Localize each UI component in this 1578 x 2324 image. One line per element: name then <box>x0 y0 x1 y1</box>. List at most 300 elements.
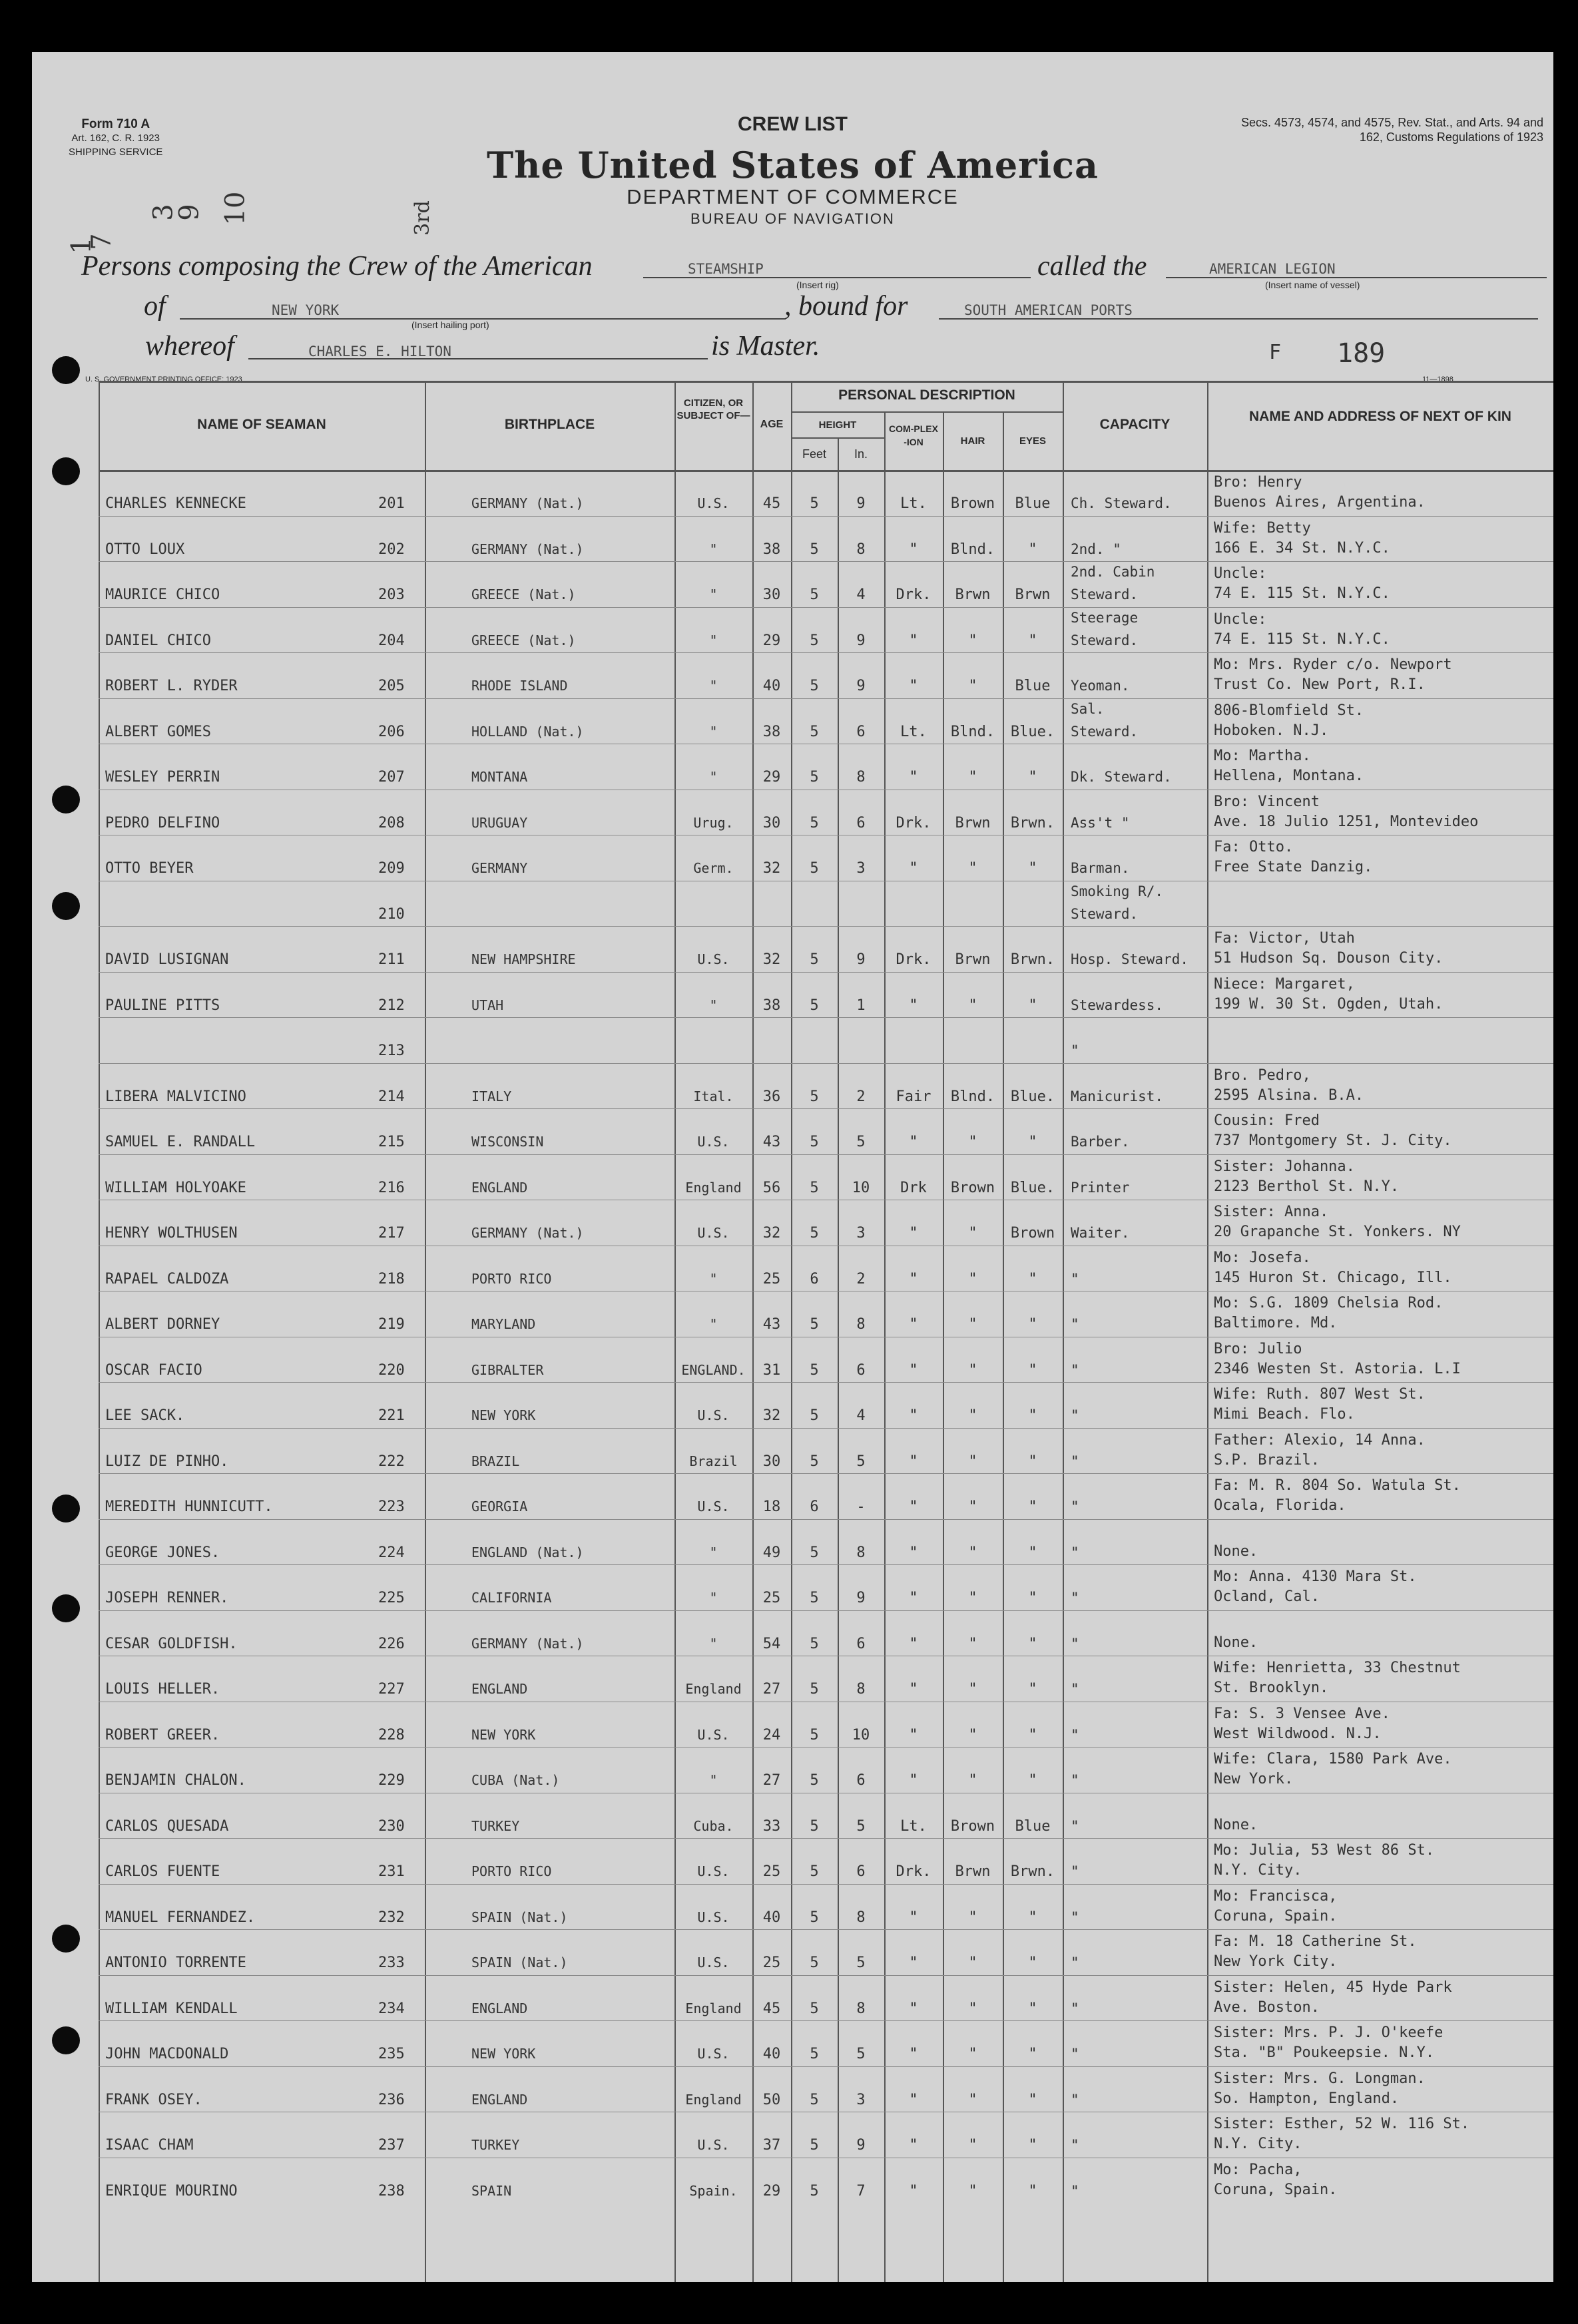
hair: " <box>968 1407 977 1424</box>
statute-reference: Secs. 4573, 4574, and 4575, Rev. Stat., and Arts. 94 and 162, Customs Regulations of 1923 <box>1241 116 1543 144</box>
eyes: " <box>1028 1270 1037 1287</box>
header-inches: In. <box>854 447 868 461</box>
citizenship: ENGLAND. <box>681 1361 746 1378</box>
complexion: " <box>909 2000 918 2017</box>
citizenship: " <box>709 1544 718 1560</box>
next-of-kin-address: 199 W. 30 St. Ogden, Utah. <box>1214 995 1444 1013</box>
crew-number: 233 <box>378 1955 405 1971</box>
capacity: " <box>1071 1590 1079 1606</box>
hair: " <box>968 1270 977 1287</box>
vessel-name: AMERICAN LEGION <box>1209 261 1336 277</box>
header-capacity: CAPACITY <box>1099 417 1171 432</box>
hair: " <box>968 2000 977 2017</box>
capacity: " <box>1071 1772 1079 1788</box>
seaman-name: CARLOS QUESADA <box>105 1817 229 1835</box>
crew-list-sheet <box>32 52 1553 2282</box>
height-inches: 5 <box>856 1955 866 1971</box>
age: 29 <box>762 2182 781 2200</box>
citizenship: Ital. <box>693 1088 734 1104</box>
next-of-kin-address: N.Y. City. <box>1214 1862 1302 1879</box>
birthplace: GERMANY (Nat.) <box>471 541 584 557</box>
birthplace: ENGLAND (Nat.) <box>471 1544 584 1560</box>
birthplace: SPAIN <box>471 2182 512 2199</box>
hair: " <box>968 1590 977 1606</box>
height-feet: 5 <box>810 1863 819 1880</box>
next-of-kin-name: Sister: Mrs. G. Longman. <box>1214 2070 1426 2087</box>
age: 32 <box>762 1407 781 1424</box>
next-of-kin-address: Ave. Boston. <box>1214 1998 1320 2016</box>
age: 32 <box>762 1225 781 1242</box>
citizenship: England <box>685 1179 742 1196</box>
hair: " <box>968 2182 977 2200</box>
header-birthplace: BIRTHPLACE <box>504 417 595 432</box>
birthplace: GERMANY (Nat.) <box>471 1225 584 1241</box>
eyes: " <box>1028 769 1037 786</box>
complexion: " <box>909 1270 918 1287</box>
citizenship: U.S. <box>697 1499 730 1514</box>
birthplace: NEW HAMPSHIRE <box>471 951 576 967</box>
birthplace: GREECE (Nat.) <box>471 586 576 602</box>
age: 37 <box>762 2137 781 2154</box>
seaman-name: LOUIS HELLER. <box>105 1681 220 1698</box>
birthplace: GERMANY (Nat.) <box>471 1635 584 1652</box>
height-feet: 5 <box>810 951 819 968</box>
seaman-name: BENJAMIN CHALON. <box>105 1772 246 1789</box>
citizenship: England <box>685 1681 742 1697</box>
next-of-kin-address: None. <box>1214 1816 1258 1833</box>
binder-hole <box>52 1495 80 1522</box>
birthplace: ENGLAND <box>471 1681 528 1697</box>
complexion: " <box>909 632 918 649</box>
complexion: Lt. <box>900 1817 927 1835</box>
citizenship: Brazil <box>689 1453 738 1469</box>
hair: " <box>968 2046 977 2062</box>
height-feet: 6 <box>810 1270 819 1287</box>
hailing-port: NEW YORK <box>272 302 340 318</box>
capacity-line-2: Steward. <box>1071 632 1139 648</box>
eyes: Brown <box>1010 1225 1055 1242</box>
complexion: " <box>909 2091 918 2108</box>
capacity: Smoking R/. <box>1071 883 1164 899</box>
rig-hint: (Insert rig) <box>796 280 839 290</box>
next-of-kin-name: Uncle: <box>1214 565 1267 582</box>
age: 43 <box>762 1316 781 1333</box>
crew-number: 216 <box>378 1179 405 1196</box>
next-of-kin-name: Fa: Otto. <box>1214 839 1294 855</box>
capacity: Steerage <box>1071 609 1139 626</box>
seaman-name: OTTO LOUX <box>105 541 185 558</box>
crew-number: 221 <box>378 1407 405 1424</box>
form-number: Form 710 A <box>81 117 150 131</box>
next-of-kin-name: Fa: S. 3 Vensee Ave. <box>1214 1705 1390 1722</box>
height-feet: 5 <box>810 723 819 740</box>
height-inches: 2 <box>856 1088 866 1105</box>
next-of-kin-name: 806-Blomfield St. <box>1214 702 1364 719</box>
height-feet: 5 <box>810 1453 819 1470</box>
eyes: " <box>1028 1544 1037 1561</box>
seaman-name: CESAR GOLDFISH. <box>105 1635 238 1652</box>
eyes: Blue. <box>1010 723 1055 740</box>
crew-number: 206 <box>378 723 405 740</box>
age: 24 <box>762 1726 781 1743</box>
master-label: is Master. <box>711 331 820 361</box>
crew-number: 220 <box>378 1361 405 1379</box>
next-of-kin-address: 2346 Westen St. Astoria. L.I <box>1214 1360 1461 1377</box>
height-feet: 5 <box>810 860 819 877</box>
next-of-kin-name: Mo: Pacha, <box>1214 2161 1302 2178</box>
next-of-kin-address: Ocland, Cal. <box>1214 1588 1320 1605</box>
eyes: " <box>1028 1681 1037 1698</box>
height-inches: 8 <box>856 1316 866 1333</box>
height-inches: 8 <box>856 2000 866 2017</box>
next-of-kin-name: Bro. Pedro, <box>1214 1066 1311 1084</box>
next-of-kin-name: Mo: Julia, 53 West 86 St. <box>1214 1842 1435 1859</box>
binder-hole <box>52 2026 80 2054</box>
birthplace: HOLLAND (Nat.) <box>471 723 584 740</box>
crew-number: 211 <box>378 951 405 968</box>
capacity: " <box>1071 1681 1079 1697</box>
seaman-name: CARLOS FUENTE <box>105 1863 220 1880</box>
next-of-kin-address: West Wildwood. N.J. <box>1214 1725 1382 1742</box>
complexion: " <box>909 1635 918 1652</box>
next-of-kin-name: Bro: Henry <box>1214 474 1302 491</box>
height-inches: 9 <box>856 951 866 968</box>
seaman-name: JOSEPH RENNER. <box>105 1590 229 1606</box>
port-hint: (Insert hailing port) <box>411 320 489 330</box>
hair: " <box>968 1726 977 1743</box>
seaman-name: OSCAR FACIO <box>105 1361 202 1379</box>
citizenship: U.S. <box>697 495 730 511</box>
eyes: " <box>1028 1726 1037 1743</box>
eyes: " <box>1028 1635 1037 1652</box>
hair: Brown <box>950 1817 995 1835</box>
citizenship: U.S. <box>697 1726 730 1743</box>
capacity: " <box>1071 1726 1079 1743</box>
printing-note: U. S. GOVERNMENT PRINTING OFFICE: 1923 <box>85 375 242 383</box>
hair: " <box>968 1499 977 1515</box>
hair: " <box>968 1544 977 1561</box>
form-service: SHIPPING SERVICE <box>69 146 163 158</box>
complexion: " <box>909 1544 918 1561</box>
height-inches: 10 <box>852 1726 870 1743</box>
birthplace: TURKEY <box>471 1817 520 1834</box>
height-feet: 5 <box>810 1909 819 1926</box>
binder-hole <box>52 356 80 384</box>
complexion: " <box>909 1955 918 1971</box>
citizenship: U.S. <box>697 1407 730 1423</box>
citizenship: U.S. <box>697 2137 730 2153</box>
next-of-kin-name: Wife: Betty <box>1214 519 1311 537</box>
birthplace: WISCONSIN <box>471 1134 544 1150</box>
next-of-kin-name: Sister: Johanna. <box>1214 1158 1355 1175</box>
next-of-kin-address: 2595 Alsina. B.A. <box>1214 1086 1364 1104</box>
crew-number: 208 <box>378 814 405 831</box>
eyes: " <box>1028 2182 1037 2200</box>
next-of-kin-address: Ave. 18 Julio 1251, Montevideo <box>1214 813 1479 830</box>
department-title: DEPARTMENT OF COMMERCE <box>627 185 959 208</box>
complexion: Drk <box>900 1179 927 1196</box>
capacity: " <box>1071 2046 1079 2062</box>
height-feet: 5 <box>810 1817 819 1835</box>
seaman-name: LIBERA MALVICINO <box>105 1088 246 1105</box>
age: 38 <box>762 541 781 558</box>
next-of-kin-address: Coruna, Spain. <box>1214 2181 1338 2198</box>
hair: " <box>968 860 977 877</box>
height-inches: 9 <box>856 1590 866 1606</box>
hair: " <box>968 2091 977 2108</box>
capacity-line-2: Steward. <box>1071 586 1139 602</box>
citizenship: " <box>709 541 718 557</box>
citizenship: Cuba. <box>693 1817 734 1834</box>
crew-number: 231 <box>378 1863 405 1880</box>
height-feet: 5 <box>810 1316 819 1333</box>
hair: " <box>968 1955 977 1971</box>
sheet-number: 189 <box>1337 338 1386 369</box>
capacity: Printer <box>1071 1179 1130 1196</box>
complexion: " <box>909 769 918 786</box>
birthplace: ITALY <box>471 1088 512 1104</box>
height-inches: 1 <box>856 997 866 1014</box>
eyes: Blue <box>1015 495 1051 512</box>
seaman-name: DANIEL CHICO <box>105 632 211 649</box>
age: 38 <box>762 723 781 740</box>
header-age: AGE <box>760 419 784 430</box>
crew-number: 210 <box>378 905 405 923</box>
eyes: Blue <box>1015 678 1051 694</box>
capacity: Barman. <box>1071 860 1130 876</box>
hair: Brwn <box>955 814 991 831</box>
height-inches: 5 <box>856 1817 866 1835</box>
crew-number: 201 <box>378 495 405 512</box>
height-feet: 5 <box>810 1361 819 1379</box>
crew-number: 218 <box>378 1270 405 1287</box>
height-feet: 5 <box>810 997 819 1014</box>
seaman-name: WILLIAM HOLYOAKE <box>105 1179 246 1196</box>
citizenship: England <box>685 2091 742 2108</box>
height-feet: 5 <box>810 2182 819 2200</box>
crew-number: 235 <box>378 2046 405 2062</box>
complexion: " <box>909 541 918 558</box>
next-of-kin-address: So. Hampton, England. <box>1214 2090 1400 2107</box>
persons-label: Persons composing the Crew of the American <box>81 251 593 282</box>
header-citizen: CITIZEN, OR SUBJECT OF— <box>676 397 750 421</box>
crew-number: 203 <box>378 586 405 603</box>
age: 43 <box>762 1134 781 1150</box>
capacity: " <box>1071 1407 1079 1423</box>
next-of-kin-name: Mo: Anna. 4130 Mara St. <box>1214 1568 1417 1585</box>
height-feet: 5 <box>810 495 819 512</box>
complexion: Fair <box>896 1088 931 1105</box>
binder-hole <box>52 457 80 485</box>
next-of-kin-address: 737 Montgomery St. J. City. <box>1214 1132 1452 1149</box>
height-feet: 5 <box>810 1726 819 1743</box>
seaman-name: PEDRO DELFINO <box>105 814 220 831</box>
next-of-kin-name: Sister: Esther, 52 W. 116 St. <box>1214 2116 1470 2132</box>
eyes: " <box>1028 541 1037 558</box>
age: 27 <box>762 1681 781 1698</box>
next-of-kin-name: Wife: Henrietta, 33 Chestnut <box>1214 1660 1461 1676</box>
birthplace: ENGLAND <box>471 2000 528 2016</box>
next-of-kin-address: 74 E. 115 St. N.Y.C. <box>1214 585 1390 602</box>
hair: " <box>968 1681 977 1698</box>
next-of-kin-address: 145 Huron St. Chicago, Ill. <box>1214 1269 1452 1286</box>
birthplace: BRAZIL <box>471 1453 520 1469</box>
seaman-name: SAMUEL E. RANDALL <box>105 1134 256 1150</box>
next-of-kin-address: None. <box>1214 1634 1258 1651</box>
capacity: " <box>1071 2091 1079 2108</box>
hair: Blnd. <box>950 1088 995 1105</box>
seaman-name: MEREDITH HUNNICUTT. <box>105 1499 273 1515</box>
complexion: Drk. <box>896 951 931 968</box>
seaman-name: FRANK OSEY. <box>105 2091 202 2108</box>
height-inches: 6 <box>856 1772 866 1789</box>
birthplace: SPAIN (Nat.) <box>471 1955 568 1971</box>
crew-number: 209 <box>378 860 405 877</box>
age: 49 <box>762 1544 781 1561</box>
eyes: " <box>1028 1361 1037 1379</box>
citizenship: England <box>685 2000 742 2016</box>
height-inches: 5 <box>856 2046 866 2062</box>
height-inches: 5 <box>856 1134 866 1150</box>
height-inches: 4 <box>856 586 866 603</box>
next-of-kin-address: 20 Grapanche St. Yonkers. NY <box>1214 1224 1461 1240</box>
complexion: " <box>909 2137 918 2154</box>
hair: " <box>968 1134 977 1150</box>
age: 25 <box>762 1590 781 1606</box>
height-feet: 5 <box>810 1134 819 1150</box>
height-feet: 5 <box>810 1407 819 1424</box>
height-inches: 6 <box>856 814 866 831</box>
binder-hole <box>52 892 80 920</box>
hand-mark: 1 <box>66 237 97 254</box>
capacity: Yeoman. <box>1071 678 1130 694</box>
seaman-name: OTTO BEYER <box>105 860 194 877</box>
height-feet: 5 <box>810 541 819 558</box>
age: 54 <box>762 1635 781 1652</box>
capacity: " <box>1071 1453 1079 1469</box>
eyes: " <box>1028 997 1037 1014</box>
seaman-name: LUIZ DE PINHO. <box>105 1453 229 1470</box>
height-inches: 3 <box>856 860 866 877</box>
eyes: " <box>1028 1453 1037 1470</box>
capacity: Waiter. <box>1071 1225 1130 1241</box>
bound-label: , bound for <box>784 291 908 322</box>
next-of-kin-name: Mo: Martha. <box>1214 748 1311 764</box>
next-of-kin-address: 74 E. 115 St. N.Y.C. <box>1214 630 1390 648</box>
next-of-kin-address: Ocala, Florida. <box>1214 1497 1346 1514</box>
birthplace: MARYLAND <box>471 1316 536 1332</box>
crew-number: 224 <box>378 1544 405 1561</box>
eyes: Blue. <box>1010 1179 1055 1196</box>
capacity: 2nd. Cabin <box>1071 564 1155 580</box>
hair: Blnd. <box>950 723 995 740</box>
crew-number: 217 <box>378 1225 405 1242</box>
capacity: Sal. <box>1071 700 1105 717</box>
age: 45 <box>762 495 781 512</box>
next-of-kin-address: 2123 Berthol St. N.Y. <box>1214 1178 1400 1195</box>
next-of-kin-address: Trust Co. New Port, R.I. <box>1214 676 1426 693</box>
height-inches: 8 <box>856 1544 866 1561</box>
form-title: CREW LIST <box>738 113 848 135</box>
seaman-name: ANTONIO TORRENTE <box>105 1955 246 1971</box>
height-feet: 5 <box>810 1544 819 1561</box>
capacity: Dk. Steward. <box>1071 769 1172 785</box>
capacity: " <box>1071 1316 1079 1332</box>
height-inches: 8 <box>856 541 866 558</box>
complexion: Drk. <box>896 1863 931 1880</box>
eyes: Brwn. <box>1010 951 1055 968</box>
hand-mark: 10 <box>220 191 251 226</box>
birthplace: RHODE ISLAND <box>471 678 568 694</box>
capacity: " <box>1071 1361 1079 1378</box>
eyes: Blue <box>1015 1817 1051 1835</box>
birthplace: CALIFORNIA <box>471 1590 552 1606</box>
crew-number: 234 <box>378 2000 405 2017</box>
capacity: " <box>1071 1635 1079 1652</box>
age: 50 <box>762 2091 781 2108</box>
height-inches: 5 <box>856 1453 866 1470</box>
height-feet: 5 <box>810 1955 819 1971</box>
citizenship: " <box>709 769 718 785</box>
age: 25 <box>762 1270 781 1287</box>
hair: " <box>968 2137 977 2154</box>
birthplace: MONTANA <box>471 769 528 785</box>
seaman-name: RAPAEL CALDOZA <box>105 1270 229 1287</box>
next-of-kin-address: Free State Danzig. <box>1214 859 1373 875</box>
capacity: " <box>1071 2182 1079 2199</box>
complexion: " <box>909 1772 918 1789</box>
crew-number: 236 <box>378 2091 405 2108</box>
capacity: Ass't " <box>1071 814 1130 831</box>
hair: " <box>968 1225 977 1242</box>
height-inches: 2 <box>856 1270 866 1287</box>
next-of-kin-name: Fa: M. 18 Catherine St. <box>1214 1933 1417 1950</box>
hand-note: 3rd <box>410 200 434 236</box>
hair: " <box>968 997 977 1014</box>
crew-number: 230 <box>378 1817 405 1835</box>
citizenship: Urug. <box>693 814 734 831</box>
citizenship: U.S. <box>697 1955 730 1971</box>
birthplace: GERMANY <box>471 860 528 876</box>
height-feet: 5 <box>810 2137 819 2154</box>
birthplace: NEW YORK <box>471 2046 536 2062</box>
capacity-line-2: Steward. <box>1071 723 1139 740</box>
complexion: " <box>909 1361 918 1379</box>
form-article: Art. 162, C. R. 1923 <box>71 132 160 144</box>
complexion: " <box>909 1499 918 1515</box>
height-inches: 6 <box>856 723 866 740</box>
complexion: " <box>909 1134 918 1150</box>
next-of-kin-address: Baltimore. Md. <box>1214 1315 1338 1331</box>
next-of-kin-address: St. Brooklyn. <box>1214 1680 1329 1696</box>
eyes: " <box>1028 1590 1037 1606</box>
next-of-kin-name: Sister: Mrs. P. J. O'keefe <box>1214 2024 1444 2041</box>
height-feet: 5 <box>810 1088 819 1105</box>
capacity: Barber. <box>1071 1134 1130 1150</box>
complexion: " <box>909 1407 918 1424</box>
crew-number: 238 <box>378 2182 405 2200</box>
height-feet: 5 <box>810 1635 819 1652</box>
binder-hole <box>52 1594 80 1622</box>
citizenship: U.S. <box>697 951 730 967</box>
birthplace: URUGUAY <box>471 814 528 831</box>
height-inches: 7 <box>856 2182 866 2200</box>
crew-number: 228 <box>378 1726 405 1743</box>
complexion: " <box>909 997 918 1014</box>
complexion: " <box>909 1681 918 1698</box>
eyes: " <box>1028 2137 1037 2154</box>
hair: Brwn <box>955 586 991 603</box>
